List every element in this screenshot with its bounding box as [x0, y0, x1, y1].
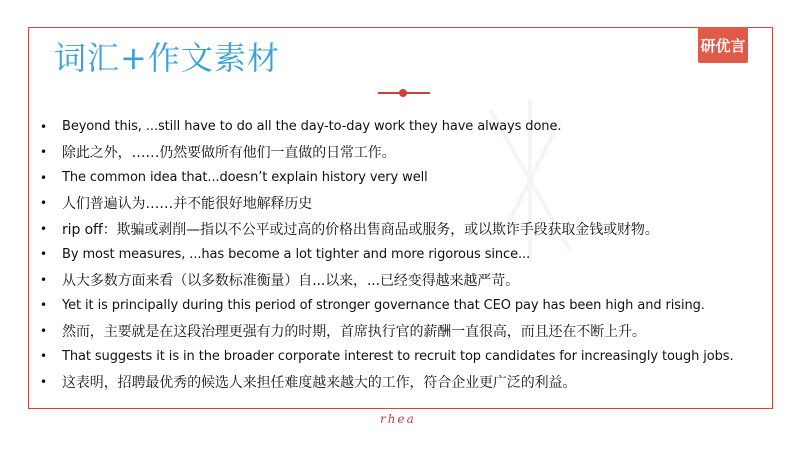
bullet-symbol: •: [40, 247, 48, 262]
list-item: [40, 344, 775, 370]
bullet-symbol: •: [40, 349, 48, 364]
bullet-symbol: •: [40, 170, 48, 185]
list-item: [40, 165, 775, 191]
brand-logo: [698, 27, 748, 63]
bullet-symbol: •: [40, 221, 48, 236]
bullet-text: 除此之外，……仍然要做所有他们一直做的日常工作。: [62, 145, 396, 162]
list-item: [40, 216, 775, 242]
bullet-text: 这表明，招聘最优秀的候选人来担任难度越来越大的工作，符合企业更广泛的利益。: [62, 374, 577, 391]
bullet-list: [40, 114, 775, 395]
list-item: [40, 191, 775, 217]
bullet-text: 然而，主要就是在这段治理更强有力的时期，首席执行官的薪酬一直很高，而且还在不断上升。: [62, 323, 646, 340]
bullet-text: Yet it is principally during this period of stronger governance that CEO pay has been high and rising.: [62, 297, 705, 313]
bullet-text: That suggests it is in the broader corporate interest to recruit top candidates for increasingly tough jobs.: [62, 348, 734, 364]
bullet-text: By most measures, ...has become a lot tighter and more rigorous since...: [62, 246, 531, 262]
footer-signature: rhea: [380, 412, 416, 426]
bullet-symbol: •: [40, 298, 48, 313]
list-item: [40, 114, 775, 140]
list-item: [40, 369, 775, 395]
bullet-text: Beyond this, ...still have to do all the day-to-day work they have always done.: [62, 119, 562, 135]
bullet-symbol: •: [40, 374, 48, 389]
bullet-symbol: •: [40, 272, 48, 287]
bullet-text: 从大多数方面来看（以多数标准衡量）自...以来，...已经变得越来越严苛。: [62, 272, 519, 289]
list-item: [40, 318, 775, 344]
bullet-symbol: •: [40, 119, 48, 134]
title-divider-dot: [399, 89, 407, 97]
bullet-text: rip off：欺骗或剥削—指以不公平或过高的价格出售商品或服务，或以欺诈手段获取金钱或财物。: [62, 221, 659, 238]
bullet-text: 人们普遍认为……并不能很好地解释历史: [62, 196, 313, 213]
list-item: [40, 267, 775, 293]
brand-logo-text: 研优言: [700, 36, 746, 55]
list-item: [40, 140, 775, 166]
bullet-symbol: •: [40, 323, 48, 338]
bullet-symbol: •: [40, 145, 48, 160]
bullet-symbol: •: [40, 196, 48, 211]
list-item: [40, 242, 775, 268]
bullet-text: The common idea that...doesn’t explain history very well: [62, 170, 428, 186]
slide-title: 词汇+作文素材: [54, 39, 280, 77]
list-item: [40, 293, 775, 319]
